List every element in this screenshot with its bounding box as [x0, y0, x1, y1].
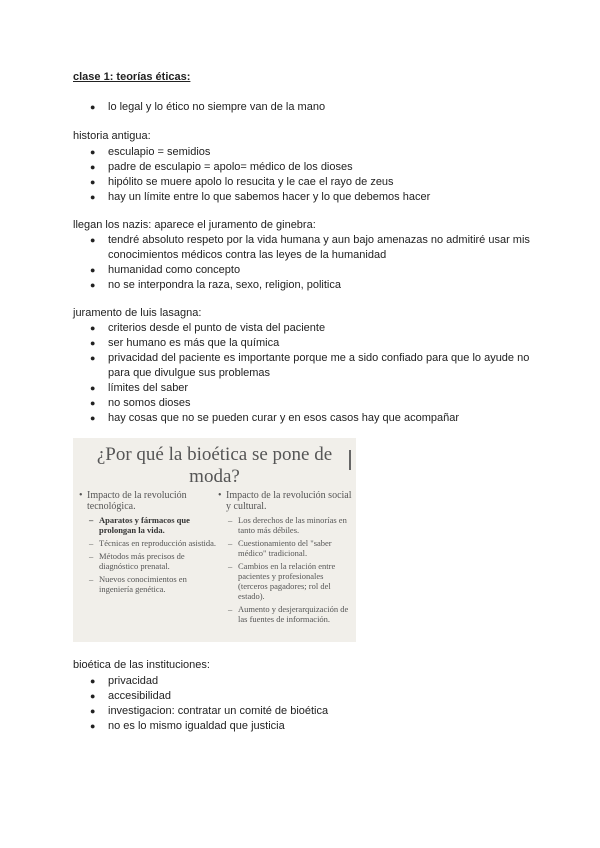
- intro-list: [90, 100, 530, 115]
- bullet-icon: ●: [90, 398, 96, 408]
- slide-sub-point: – Aumento y desjerarquización de las fuentes de información.: [228, 604, 349, 624]
- slide-column-social: [218, 490, 353, 627]
- list-item: ● investigacion: contratar un comité de bioética: [90, 705, 329, 717]
- bullet-icon: •: [79, 490, 83, 501]
- slide-divider: [349, 450, 351, 470]
- list-item: ● privacidad: [90, 675, 159, 687]
- list-ginebra: [90, 233, 530, 293]
- bullet-icon: ●: [90, 192, 96, 202]
- dash-icon: –: [89, 538, 94, 548]
- dash-icon: –: [89, 515, 94, 525]
- bullet-icon: ●: [90, 265, 96, 275]
- list-item: ● criterios desde el punto de vista del paciente: [90, 322, 326, 334]
- list-historia: [90, 145, 530, 205]
- bullet-icon: ●: [90, 338, 96, 348]
- slide-sub-point: – Los derechos de las minorías en tanto más débiles.: [228, 515, 347, 535]
- section-heading-instituciones: bioética de las instituciones:: [73, 659, 210, 671]
- list-item: ● tendré absoluto respeto por la vida humana y aun bajo amenazas no admitiré usar mis conocimientos médicos contra las leyes de la humanidad: [90, 234, 530, 261]
- slide-sub-point: – Aparatos y fármacos que prolongan la vida.: [89, 515, 190, 535]
- list-item: ● privacidad del paciente es importante porque me a sido confiado para que lo ayude no para que divulgue sus problemas: [90, 352, 530, 379]
- slide-column-technological: [79, 490, 219, 597]
- list-item: ● hipólito se muere apolo lo resucita y le cae el rayo de zeus: [90, 176, 394, 188]
- bullet-icon: ●: [90, 383, 96, 393]
- slide-title: ¿Por qué la bioética se pone de moda?: [96, 444, 333, 487]
- list-item: ● límites del saber: [90, 382, 189, 394]
- bullet-icon: ●: [90, 147, 96, 157]
- list-item: ● padre de esculapio = apolo= médico de los dioses: [90, 161, 353, 173]
- list-item: ● hay cosas que no se pueden curar y en esos casos hay que acompañar: [90, 412, 460, 424]
- bullet-icon: •: [218, 490, 222, 501]
- list-lasagna: [90, 321, 530, 426]
- bullet-icon: ●: [90, 102, 96, 112]
- list-item: ● esculapio = semidios: [90, 146, 211, 158]
- section-heading-historia: historia antigua:: [73, 130, 151, 142]
- list-instituciones: [90, 674, 530, 734]
- slide-sub-point: – Cambios en la relación entre pacientes y profesionales (terceros pagadores; rol del estado).: [228, 561, 336, 601]
- bullet-icon: ●: [90, 235, 96, 245]
- embedded-slide-image: [73, 438, 356, 642]
- list-item: ● no somos dioses: [90, 397, 191, 409]
- list-item: ● hay un límite entre lo que sabemos hacer y lo que debemos hacer: [90, 191, 431, 203]
- dash-icon: –: [228, 561, 233, 571]
- section-heading-lasagna: juramento de luis lasagna:: [73, 307, 202, 319]
- dash-icon: –: [89, 574, 94, 584]
- bullet-icon: ●: [90, 177, 96, 187]
- slide-sub-point: – Cuestionamiento del "saber médico" tradicional.: [228, 538, 332, 558]
- dash-icon: –: [228, 538, 233, 548]
- list-item: ● humanidad como concepto: [90, 264, 241, 276]
- bullet-icon: ●: [90, 323, 96, 333]
- section-heading-nazis: llegan los nazis: aparece el juramento de ginebra:: [73, 219, 316, 231]
- dash-icon: –: [228, 604, 233, 614]
- bullet-icon: ●: [90, 691, 96, 701]
- slide-sub-point: – Nuevos conocimientos en ingeniería genética.: [89, 574, 187, 594]
- bullet-icon: ●: [90, 676, 96, 686]
- dash-icon: –: [89, 551, 94, 561]
- slide-main-point: • Impacto de la revolución social y cultural.: [218, 490, 352, 512]
- list-item: ● lo legal y lo ético no siempre van de la mano: [90, 101, 326, 113]
- bullet-icon: ●: [90, 413, 96, 423]
- list-item: ● no es lo mismo igualdad que justicia: [90, 720, 285, 732]
- list-item: ● accesibilidad: [90, 690, 171, 702]
- slide-sub-point: – Técnicas en reproducción asistida.: [89, 538, 217, 548]
- slide-sub-point: – Métodos más precisos de diagnóstico prenatal.: [89, 551, 185, 571]
- bullet-icon: ●: [90, 353, 96, 363]
- bullet-icon: ●: [90, 280, 96, 290]
- bullet-icon: ●: [90, 162, 96, 172]
- bullet-icon: ●: [90, 721, 96, 731]
- slide-main-point: • Impacto de la revolución tecnológica.: [79, 490, 187, 512]
- bullet-icon: ●: [90, 706, 96, 716]
- dash-icon: –: [228, 515, 233, 525]
- page-title: clase 1: teorías éticas:: [73, 71, 191, 83]
- list-item: ● ser humano es más que la química: [90, 337, 280, 349]
- list-item: ● no se interpondra la raza, sexo, religion, politica: [90, 279, 341, 291]
